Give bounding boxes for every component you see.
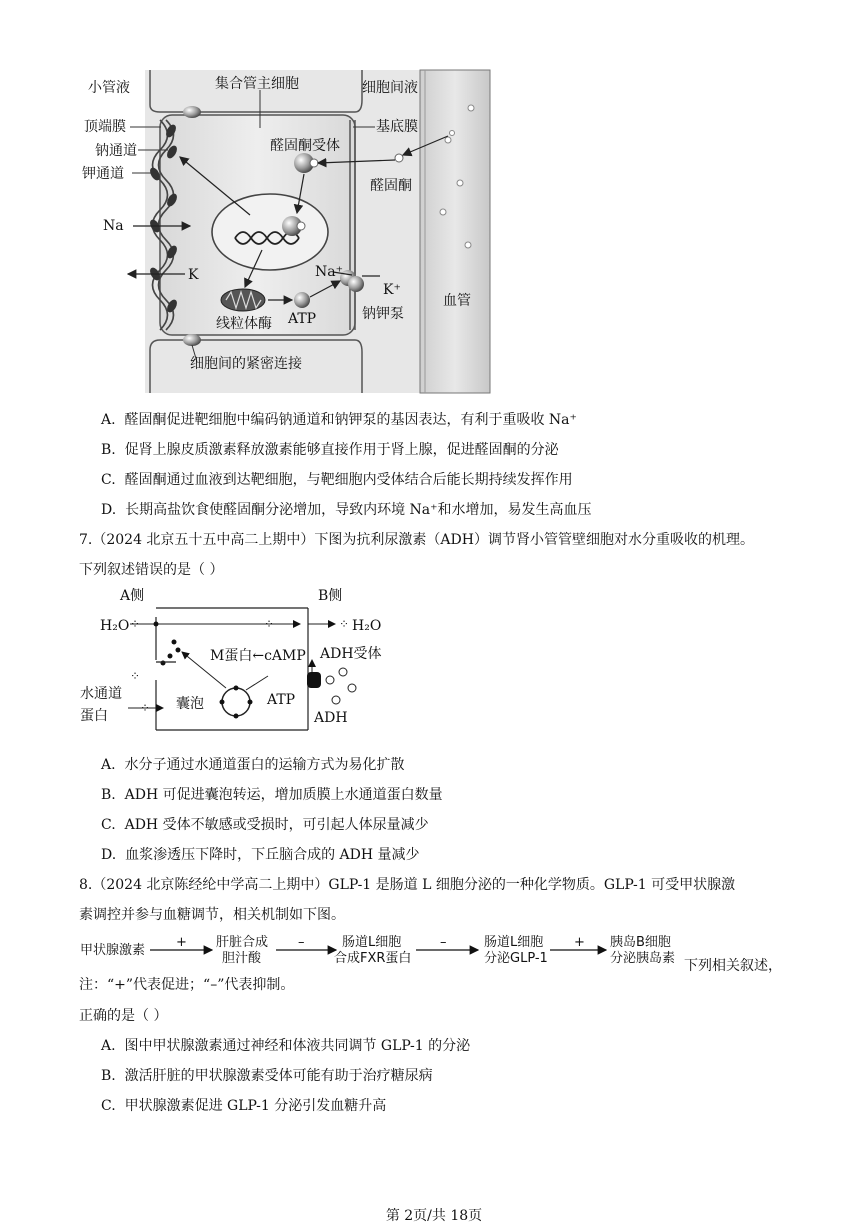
adh-label-m-protein: M蛋白←cAMP <box>210 648 306 664</box>
adh-label-atp: ATP <box>267 692 296 708</box>
q7-option-b: B. ADH 可促进囊泡转运，增加质膜上水通道蛋白数量 <box>101 787 443 803</box>
label-tubule-fluid: 小管液 <box>88 80 130 96</box>
q8-stem-tail: 下列相关叙述， <box>684 958 782 974</box>
q8-note: 注：“+”代表促进；“–”代表抑制。 <box>79 977 295 993</box>
q6-option-b: B. 促肾上腺皮质激素释放激素能够直接作用于肾上腺，促进醛固酮的分泌 <box>101 442 559 458</box>
page-footer: 第 2页/共 18页 <box>385 1208 483 1224</box>
q8-option-a: A. 图中甲状腺激素通过神经和体液共同调节 GLP-1 的分泌 <box>101 1038 471 1054</box>
label-sodium-channel: 钠通道 <box>95 143 137 159</box>
flow-node-lcell-fxr-b: 合成FXR蛋白 <box>334 951 412 966</box>
flow-sign-4: + <box>574 935 585 950</box>
flow-node-lcell-glp1-a: 肠道L细胞 <box>484 935 544 950</box>
flow-node-lcell-fxr-a: 肠道L细胞 <box>342 935 402 950</box>
q7-option-d: D. 血浆渗透压下降时，下丘脑合成的 ADH 量减少 <box>101 847 420 863</box>
label-k-plus: K⁺ <box>383 282 401 298</box>
svg-text:⁘: ⁘ <box>264 617 275 631</box>
flow-node-liver-a: 肝脏合成 <box>216 935 269 950</box>
label-potassium-channel: 钾通道 <box>82 166 124 182</box>
label-tight-junction: 细胞间的紧密连接 <box>190 356 302 372</box>
q7-option-c: C. ADH 受体不敏感或受损时，可引起人体尿量减少 <box>101 817 429 833</box>
flow-node-lcell-glp1-b: 分泌GLP-1 <box>484 951 548 966</box>
label-atp: ATP <box>288 311 317 327</box>
adh-figure <box>0 580 868 740</box>
q6-option-d: D. 长期高盐饮食使醛固酮分泌增加，导致内环境 Na⁺和水增加，易发生高血压 <box>101 502 592 518</box>
q6-option-c: C. 醛固酮通过血液到达靶细胞，与靶细胞内受体结合后能长期持续发挥作用 <box>101 472 573 488</box>
aldosterone-figure <box>0 0 868 400</box>
label-na: Na <box>103 218 124 234</box>
label-na-plus: Na⁺ <box>315 264 343 280</box>
flow-sign-2: – <box>298 935 305 950</box>
flow-sign-3: – <box>440 935 447 950</box>
label-k: K <box>188 267 199 283</box>
adh-label-vesicle: 囊泡 <box>176 696 204 712</box>
adh-label-aquaporin-1: 水通道 <box>80 686 122 702</box>
q8-option-b: B. 激活肝脏的甲状腺激素受体可能有助于治疗糖尿病 <box>101 1068 433 1084</box>
adh-label-receptor: ADH受体 <box>320 646 382 662</box>
label-aldosterone-receptor: 醛固酮受体 <box>270 138 340 154</box>
flow-sign-1: + <box>176 935 187 950</box>
adh-label-adh: ADH <box>314 710 348 726</box>
label-interstitial-fluid: 细胞间液 <box>362 80 418 96</box>
q8-stem-line1: 8.（2024 北京陈经纶中学高二上期中）GLP-1 是肠道 L 细胞分泌的一种化学物质。GLP-1 可受甲状腺激 <box>79 877 736 893</box>
q8-stem-line3: 正确的是（ ） <box>79 1008 168 1024</box>
adh-label-a-side: A侧 <box>120 588 145 604</box>
adh-label-h2o-right: H₂O <box>352 618 382 634</box>
q7-option-a: A. 水分子通过水通道蛋白的运输方式为易化扩散 <box>101 757 405 773</box>
flow-node-beta-a: 胰岛B细胞 <box>610 935 671 950</box>
svg-text:⁘: ⁘ <box>339 617 350 631</box>
svg-text:⁘: ⁘ <box>130 617 141 631</box>
q8-option-c: C. 甲状腺激素促进 GLP-1 分泌引发血糖升高 <box>101 1098 387 1114</box>
adh-label-b-side: B侧 <box>318 588 343 604</box>
label-basolateral-membrane: 基底膜 <box>376 119 418 135</box>
q8-stem-line2: 素调控并参与血糖调节，相关机制如下图。 <box>79 907 345 923</box>
label-pump: 钠钾泵 <box>362 306 404 322</box>
flow-node-beta-b: 分泌胰岛素 <box>610 951 676 966</box>
label-blood-vessel: 血管 <box>443 293 471 309</box>
svg-text:⁘: ⁘ <box>130 669 141 683</box>
label-aldosterone: 醛固酮 <box>370 178 412 194</box>
label-mitochondria: 线粒体酶 <box>216 316 272 332</box>
svg-text:⁘: ⁘ <box>140 701 151 715</box>
flow-node-thyroid: 甲状腺激素 <box>80 943 146 958</box>
q7-stem-line2: 下列叙述错误的是（ ） <box>79 562 224 578</box>
flow-node-liver-b: 胆汁酸 <box>222 951 262 966</box>
label-principal-cell: 集合管主细胞 <box>215 76 299 92</box>
q6-option-a: A. 醛固酮促进靶细胞中编码钠通道和钠钾泵的基因表达，有利于重吸收 Na⁺ <box>101 412 577 428</box>
adh-label-h2o-left: H₂O <box>100 618 130 634</box>
q7-stem-line1: 7.（2024 北京五十五中高二上期中）下图为抗利尿激素（ADH）调节肾小管管壁细胞对水分重吸收的机理。 <box>79 532 754 548</box>
label-apical-membrane: 顶端膜 <box>84 119 126 135</box>
adh-label-aquaporin-2: 蛋白 <box>80 708 108 724</box>
